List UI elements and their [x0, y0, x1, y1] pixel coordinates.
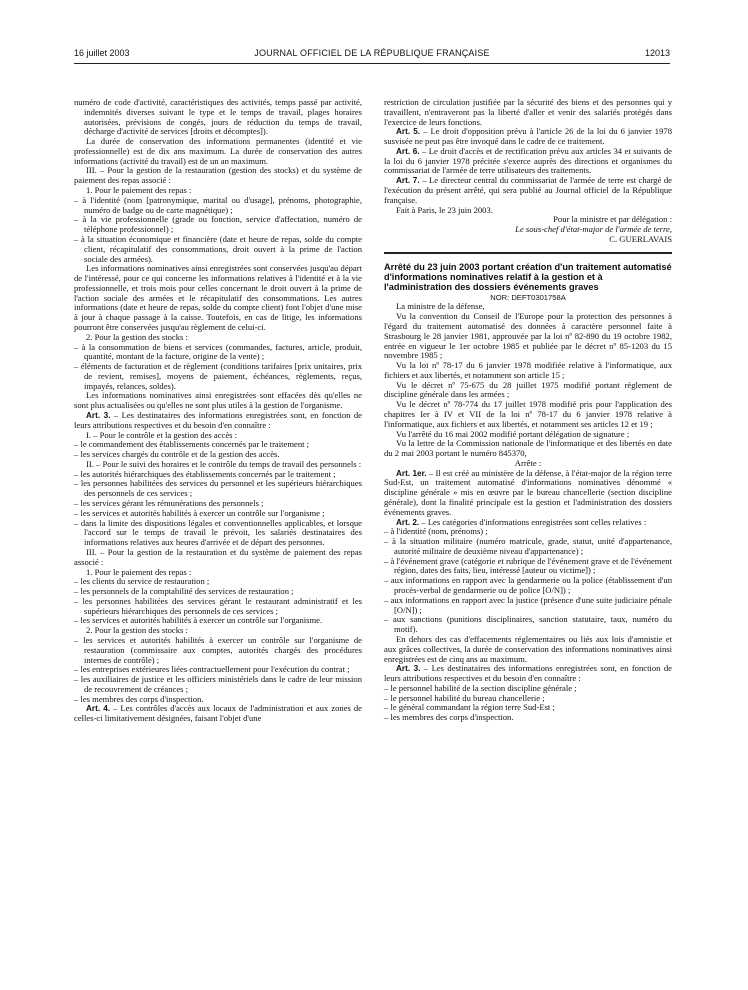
article-text: – Il est créé au ministère de la défense, à l'état-major de la région terre Sud-Est, un traitement automatisé d'informations nominatives dénommé « discipline générale » mis en œuvre par le bureau chancellerie (section discipline générale), dont la finalité principale est la gestion et l'administration des dossiers événements graves. — [384, 467, 672, 517]
list-item: – les personnels de la comptabilité des services de restauration ; — [74, 586, 294, 597]
list-item: – à l'identité (nom, prénoms) ; — [384, 526, 488, 537]
paragraph: Vu la loi nº 78-17 du 6 janvier 1978 modifiée relative à l'informatique, aux fichiers et aux libertés, et notamment son article 15 ; — [384, 360, 672, 380]
paragraph: restriction de circulation justifiée par la sécurité des biens et des personnes qui y travaillent, n'entraveront pas la liberté d'aller et venir des salariés protégés dans l'exercice de leurs fonctions. — [384, 97, 672, 127]
paragraph: Fait à Paris, le 23 juin 2003. — [396, 204, 493, 215]
article-text: – Les catégories d'informations enregistrées sont celles relatives : — [419, 516, 647, 527]
right-column — [384, 98, 672, 723]
article-paragraph — [384, 176, 672, 205]
paragraph: Vu le décret nº 78-774 du 17 juillet 1978 modifié pris pour l'application des chapitres Ier à IV et VII de la loi nº 78-17 du 6 janvier 1978 relative à l'informatique, aux fichiers et aux libertés, et notamment ses articles 12 et 19 ; — [384, 399, 672, 429]
list-item: – le général commandant la région terre Sud-Est ; — [384, 702, 555, 713]
signature-line: Le sous-chef d'état-major de l'armée de terre, — [515, 224, 672, 235]
list-item: – les services et autorités habilités à exercer un contrôle sur l'organisme de restauration (commissaire aux comptes, autorités chargés des procédures internes de contrôle) ; — [74, 634, 362, 665]
paragraph: Vu la lettre de la Commission nationale de l'informatique et des libertés en date du 2 mai 2003 portant le numéro 845370, — [384, 438, 672, 459]
paragraph: II. – Pour le suivi des horaires et le contrôle du temps de travail des personnels : — [86, 458, 362, 469]
list-item: – les services et autorités habilités à exercer un contrôle sur l'organisme ; — [74, 507, 325, 518]
paragraph: La ministre de la défense, — [396, 301, 485, 312]
paragraph: Vu la convention du Conseil de l'Europe pour la protection des personnes à l'égard du traitement automatisé des données à caractère personnel faite à Strasbourg le 28 janvier 1981, approuvée par la loi nº 82-890 du 19 octobre 1982, entrée en vigueur le 1er octobre 1985 et publiée par le décret nº 85-1203 du 15 novembre 1985 ; — [384, 311, 672, 361]
paragraph: 1. Pour le paiement des repas : — [86, 185, 192, 196]
paragraph: 2. Pour la gestion des stocks : — [86, 331, 188, 342]
list-item: – les autorités hiérarchiques des établissements concernés par le traitement ; — [74, 468, 336, 479]
page-header — [74, 48, 670, 62]
paragraph: Vu le décret nº 75-675 du 28 juillet 1975 modifié portant règlement de discipline générale dans les armées ; — [384, 379, 672, 400]
article-text: – Le droit d'opposition prévu à l'article 26 de la loi du 6 janvier 1978 susvisée ne peut pas être invoqué dans le cadre de ce traitement. — [384, 126, 672, 147]
list-item: – à la situation militaire (numéro matricule, grade, statut, unité d'appartenance, autorité militaire de deuxième niveau d'appartenance) ; — [384, 536, 672, 556]
header-rule — [74, 63, 670, 64]
paragraph: 2. Pour la gestion des stocks : — [86, 625, 188, 636]
section-separator — [384, 252, 672, 254]
paragraph: La durée de conservation des informations permanentes (identité et vie professionnelle) est de dix ans maximum. La durée de conservation des autres informations (activité du travail) est de un an maximum. — [74, 136, 362, 166]
article-label: Art. 6. — [396, 146, 420, 156]
list-item: – les membres des corps d'inspection. — [384, 712, 514, 723]
article-paragraph — [384, 127, 672, 147]
article-paragraph — [74, 704, 362, 724]
article-label: Art. 1er. — [396, 468, 427, 478]
list-item: – les services chargés du contrôle et de la gestion des accès. — [74, 449, 280, 460]
article-label: Art. 7. — [396, 176, 420, 186]
paragraph: En dehors des cas d'effacements réglementaires ou liés aux lois d'amnistie et aux grâces collectives, la durée de conservation des informations nominatives ainsi enregistrées est de cinq ans au maximum. — [384, 633, 672, 664]
list-item: – dans la limite des dispositions légales et conventionnelles applicables, et lorsque l'accord sur le temps de travail le prévoit, les salariés destinataires des informations relatives aux heures d'arrivée et de départ des personnes. — [74, 517, 362, 548]
paragraph: Les informations nominatives ainsi enregistrées sont conservées jusqu'au départ de l'intéressé, pour ce qui concerne les informations relatives à l'identité et à la vie professionnelle, et trois mois pour celles concernant le droit ouvert à la prime de l'action sociale des armées et le récapitulatif des consommations. Les autres informations (date et heure de repas, solde du compte client) font l'objet d'une mise à jour à chaque passage à la caisse. Toutefois, en cas de litige, les informations pourront être conservées jusqu'au règlement de celui-ci. — [74, 263, 362, 332]
list-item: – les membres des corps d'inspection. — [74, 693, 204, 704]
page-number: 12013 — [644, 48, 670, 58]
signature-line: Pour la ministre et par délégation : — [553, 214, 672, 225]
paragraph: Les informations nominatives ainsi enregistrées sont effacées dès qu'elles ne sont plus actualisées ou qu'elles ne sont plus utiles à la gestion de l'organisme. — [74, 390, 362, 411]
list-item: – à l'identité (nom [patronymique, marital ou d'usage], prénoms, photographie, numéro de badge ou de carte magnétique) ; — [74, 194, 362, 215]
list-item: – à l'événement grave (catégorie et rubrique de l'événement grave et de l'événement région, dates des faits, lieu, intéressé [auteur ou victime]) ; — [384, 555, 672, 576]
list-item: – le personnel habilité de la section discipline générale ; — [384, 682, 577, 693]
article-paragraph — [384, 147, 672, 176]
paragraph: 1. Pour le paiement des repas : — [86, 566, 192, 577]
paragraph: III. – Pour la gestion de la restauration (gestion des stocks) et du système de paiement des repas associé : — [74, 165, 362, 186]
list-item: numéro de code d'activité, caractéristiques des activités, temps passé par activité, indemnités diverses suivant le type et le temps de travail, plages horaires autorisées, prévisions de congés, jours de réduction du temps de travail, décharge d'activité de services [droits et décomptes]). — [74, 97, 362, 137]
paragraph: Vu l'arrêté du 16 mai 2002 modifié portant délégation de signature ; — [396, 428, 630, 439]
nor-reference: NOR: DEFT0301758A — [490, 292, 566, 302]
article-text: – Le droit d'accès et de rectification prévu aux articles 34 et suivants de la loi du 6 janvier 1978 précitée s'exerce auprès des directions et organismes du commissariat de l'armée de terre utilisateurs des traitements. — [384, 145, 672, 176]
issue-date: 16 juillet 2003 — [74, 48, 130, 58]
list-item: – les auxiliaires de justice et les officiers ministériels dans le cadre de leur mission de recouvrement de créances ; — [74, 674, 362, 694]
article-text: – Le directeur central du commissariat de l'armée de terre est chargé de l'exécution du présent arrêté, qui sera publié au Journal officiel de la République française. — [384, 175, 672, 205]
article-paragraph — [384, 469, 672, 518]
list-item: – les entreprises extérieures liées contractuellement pour l'exécution du contrat ; — [74, 664, 350, 675]
list-item: – les services et autorités habilités à exercer un contrôle sur l'organisme. — [74, 615, 323, 626]
decree-heading: Arrête : — [514, 457, 542, 468]
list-item: – le commandement des établissements concernés par le traitement ; — [74, 439, 310, 450]
list-item: – aux sanctions (punitions disciplinaires, sanction statutaire, taux, numéro du motif). — [384, 614, 672, 635]
journal-title: JOURNAL OFFICIEL DE LA RÉPUBLIQUE FRANÇAISE — [254, 48, 490, 58]
paragraph: III. – Pour la gestion de la restauration et du système de paiement des repas associé : — [74, 546, 362, 567]
list-item: – aux informations en rapport avec la gendarmerie ou la police (établissement d'un procès-verbal de gendarmerie ou de police [O/N]) ; — [384, 575, 672, 596]
signature-line: C. GUERLAVAIS — [609, 233, 672, 244]
article-label: Art. 3. — [396, 664, 421, 674]
list-item: – les personnes habilitées des services gérant le restaurant administratif et les supérieurs hiérarchiques des personnels de ces services ; — [74, 595, 362, 616]
list-item: – à la consommation de biens et services (commandes, factures, article, produit, quantité, montant de la facture, origine de la vente) ; — [74, 341, 362, 362]
article-text: – Les contrôles d'accès aux locaux de l'administration et aux zones de celles-ci limitativement désignées, faisant l'objet d'une — [74, 703, 362, 724]
list-item: – éléments de facturation et de règlement (conditions tarifaires [prix unitaires, prix de revient, remises], moyens de paiement, échéances, règlements, reçus, impayés, relances, soldes). — [74, 361, 362, 391]
paragraph: I. – Pour le contrôle et la gestion des accès : — [86, 429, 238, 440]
decree-title: Arrêté du 23 juin 2003 portant création d'un traitement automatisé d'informations nominatives relatif à la gestion et à l'administration des dossiers événements graves — [384, 261, 672, 293]
article-paragraph — [74, 411, 362, 431]
list-item: – aux informations en rapport avec la justice (présence d'une suite judiciaire pénale [O/N]) ; — [384, 594, 672, 615]
list-item: – à la situation économique et financière (date et heure de repas, solde du compte client, récapitulatif des consommations, droit ouvert à la prime de l'action sociale des armées). — [74, 233, 362, 264]
list-item: – à la vie professionnelle (grade ou fonction, service d'affectation, numéro de téléphone professionnel) ; — [74, 214, 362, 235]
article-label: Art. 4. — [86, 704, 111, 714]
article-text: – Les destinataires des informations enregistrées sont, en fonction de leurs attributions respectives et du besoin d'en connaître : — [74, 410, 362, 430]
article-label: Art. 3. — [86, 411, 111, 420]
article-paragraph — [384, 664, 672, 684]
list-item: – les personnes habilitées des services du personnel et les supérieurs hiérarchiques des personnels de ces services ; — [74, 478, 362, 499]
article-label: Art. 5. — [396, 127, 421, 137]
list-item: – les services gérant les rémunérations des personnels ; — [74, 498, 264, 509]
list-item: – les clients du service de restauration ; — [74, 576, 210, 587]
article-label: Art. 2. — [396, 517, 420, 527]
left-column — [74, 98, 362, 724]
list-item: – le personnel habilité du bureau chancellerie ; — [384, 692, 545, 703]
article-text: – Les destinataires des informations enregistrées sont, en fonction de leurs attributions respectives et du besoin d'en connaître : — [384, 663, 672, 684]
